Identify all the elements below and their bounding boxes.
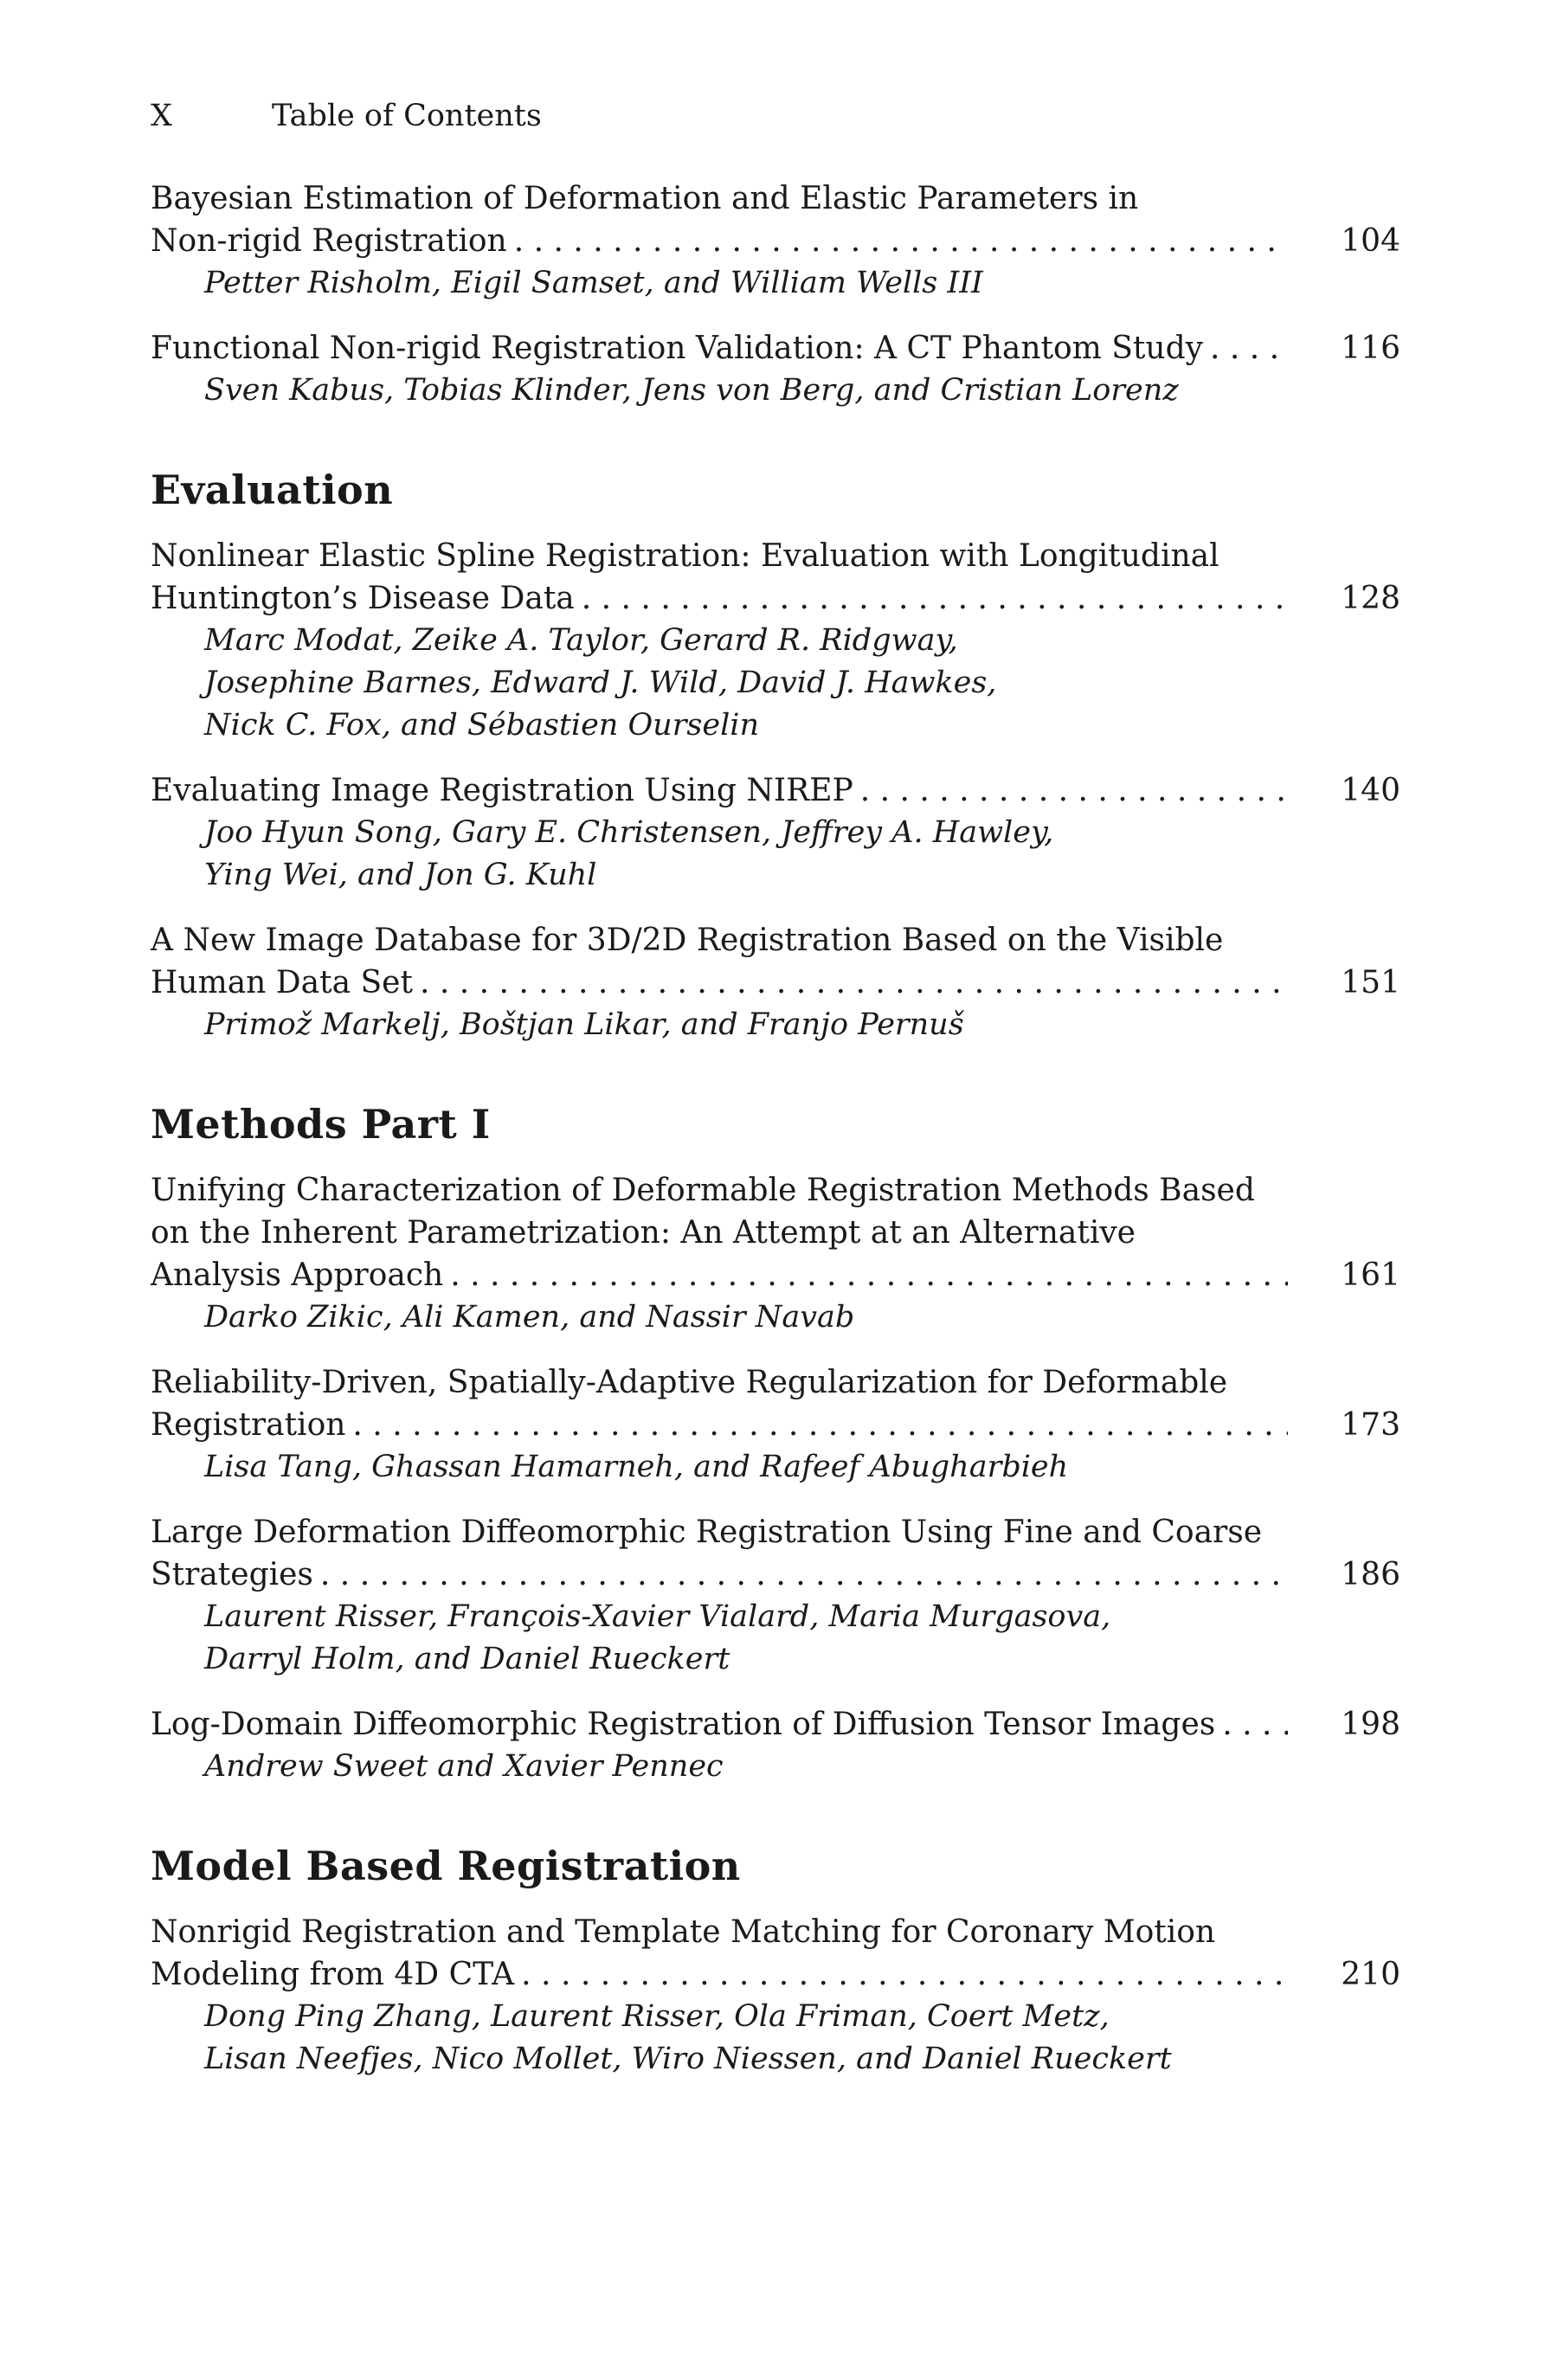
entry-page-number: 104 (1341, 223, 1400, 259)
section-heading: Model Based Registration (151, 1843, 741, 1889)
entry-title-text: Evaluating Image Registration Using NIREP (151, 773, 853, 808)
dot-leader (507, 220, 1288, 262)
dot-leader (413, 962, 1288, 1004)
entry-authors: Petter Risholm, Eigil Samset, and William Wells III (204, 266, 983, 300)
toc-group-continued (151, 177, 1400, 412)
toc-entry[interactable] (151, 177, 1400, 305)
entry-title-line: on the Inherent Parametrization: An Attempt at an Alternative (151, 1215, 1136, 1251)
entry-page-number: 210 (1341, 1957, 1400, 1992)
toc-entry[interactable] (151, 919, 1400, 1046)
entry-title-last-line (151, 1404, 1400, 1446)
entry-authors: Ying Wei, and Jon G. Kuhl (204, 858, 597, 892)
dot-leader (1215, 1703, 1288, 1746)
entry-page-number: 198 (1341, 1707, 1400, 1742)
entry-page-number: 140 (1341, 773, 1400, 808)
entry-authors: Nick C. Fox, and Sébastien Ourselin (204, 708, 760, 743)
dot-leader (1203, 327, 1288, 370)
dot-leader (575, 577, 1288, 620)
entry-authors: Joo Hyun Song, Gary E. Christensen, Jeffrey A. Hawley, (204, 815, 1054, 850)
toc-entry[interactable] (151, 1911, 1400, 2081)
entry-title-text: Analysis Approach (151, 1258, 444, 1293)
entry-title-line: Nonlinear Elastic Spline Registration: Evaluation with Longitudinal (151, 538, 1220, 574)
entry-title-text: Non-rigid Registration (151, 223, 507, 259)
entry-title-text: Modeling from 4D CTA (151, 1957, 515, 1992)
entry-title-line: Reliability-Driven, Spatially-Adaptive Regularization for Deformable (151, 1365, 1228, 1400)
toc-entry[interactable] (151, 769, 1400, 897)
entry-authors: Darko Zikic, Ali Kamen, and Nassir Navab (204, 1300, 855, 1335)
toc-entry[interactable] (151, 1703, 1400, 1788)
entry-authors: Laurent Risser, François-Xavier Vialard, Maria Murgasova, (204, 1599, 1111, 1634)
toc-entry[interactable] (151, 1361, 1400, 1489)
entry-title-last-line (151, 1254, 1400, 1296)
dot-leader (853, 769, 1288, 812)
entry-title-last-line (151, 1953, 1400, 1996)
entry-title-line: Unifying Characterization of Deformable Registration Methods Based (151, 1173, 1255, 1208)
toc-entry[interactable] (151, 327, 1400, 412)
entry-authors: Sven Kabus, Tobias Klinder, Jens von Berg, and Cristian Lorenz (204, 373, 1179, 408)
entry-authors: Andrew Sweet and Xavier Pennec (204, 1749, 724, 1784)
entry-page-number: 116 (1341, 331, 1400, 366)
section-heading: Methods Part I (151, 1101, 491, 1148)
entry-title-text: Human Data Set (151, 965, 413, 1000)
entry-authors: Marc Modat, Zeike A. Taylor, Gerard R. Ridgway, (204, 623, 958, 658)
toc-entry[interactable] (151, 1511, 1400, 1681)
entry-title-text: Registration (151, 1407, 346, 1443)
dot-leader (313, 1553, 1288, 1596)
entry-page-number: 186 (1341, 1557, 1400, 1592)
entry-title-line: Nonrigid Registration and Template Matching for Coronary Motion (151, 1914, 1216, 1950)
dot-leader (345, 1404, 1288, 1446)
entry-authors: Primož Markelj, Boštjan Likar, and Franjo Pernuš (204, 1007, 964, 1042)
entry-title-last-line (151, 220, 1400, 262)
running-head (151, 95, 542, 137)
section-heading: Evaluation (151, 466, 394, 513)
entry-authors: Lisa Tang, Ghassan Hamarneh, and Rafeef Abugharbieh (204, 1450, 1069, 1484)
toc-section-methods (151, 1100, 1400, 1788)
entry-title-last-line (151, 1703, 1400, 1746)
entry-title-line: A New Image Database for 3D/2D Registration Based on the Visible (151, 923, 1224, 958)
entry-title-last-line (151, 962, 1400, 1004)
entry-title-text: Huntington’s Disease Data (151, 581, 575, 616)
entry-page-number: 151 (1341, 965, 1400, 1000)
entry-title-last-line (151, 769, 1400, 812)
entry-title-text: Strategies (151, 1557, 313, 1592)
toc-section-evaluation (151, 466, 1400, 1046)
entry-title-last-line (151, 327, 1400, 370)
toc-entry[interactable] (151, 1169, 1400, 1339)
entry-authors: Josephine Barnes, Edward J. Wild, David J. Hawkes, (204, 666, 997, 700)
toc-section-model-based (151, 1842, 1400, 2081)
dot-leader (443, 1254, 1288, 1296)
entry-authors: Darryl Holm, and Daniel Rueckert (204, 1642, 730, 1676)
toc-content (151, 177, 1400, 2081)
entry-title-last-line (151, 577, 1400, 620)
entry-authors: Lisan Neefjes, Nico Mollet, Wiro Niessen, and Daniel Rueckert (204, 2042, 1172, 2076)
entry-page-number: 128 (1341, 581, 1400, 616)
entry-page-number: 173 (1341, 1407, 1400, 1443)
entry-title-text: Log-Domain Diffeomorphic Registration of Diffusion Tensor Images (151, 1707, 1216, 1742)
entry-title-line: Bayesian Estimation of Deformation and Elastic Parameters in (151, 181, 1139, 216)
dot-leader (514, 1953, 1288, 1996)
page-number: X (151, 99, 172, 133)
entry-authors: Dong Ping Zhang, Laurent Risser, Ola Friman, Coert Metz, (204, 1999, 1110, 2034)
entry-title-line: Large Deformation Diffeomorphic Registration Using Fine and Coarse (151, 1515, 1263, 1550)
entry-page-number: 161 (1341, 1258, 1400, 1293)
entry-title-text: Functional Non-rigid Registration Validation: A CT Phantom Study (151, 331, 1203, 366)
running-head-title: Table of Contents (272, 99, 542, 133)
entry-title-last-line (151, 1553, 1400, 1596)
toc-entry[interactable] (151, 535, 1400, 747)
